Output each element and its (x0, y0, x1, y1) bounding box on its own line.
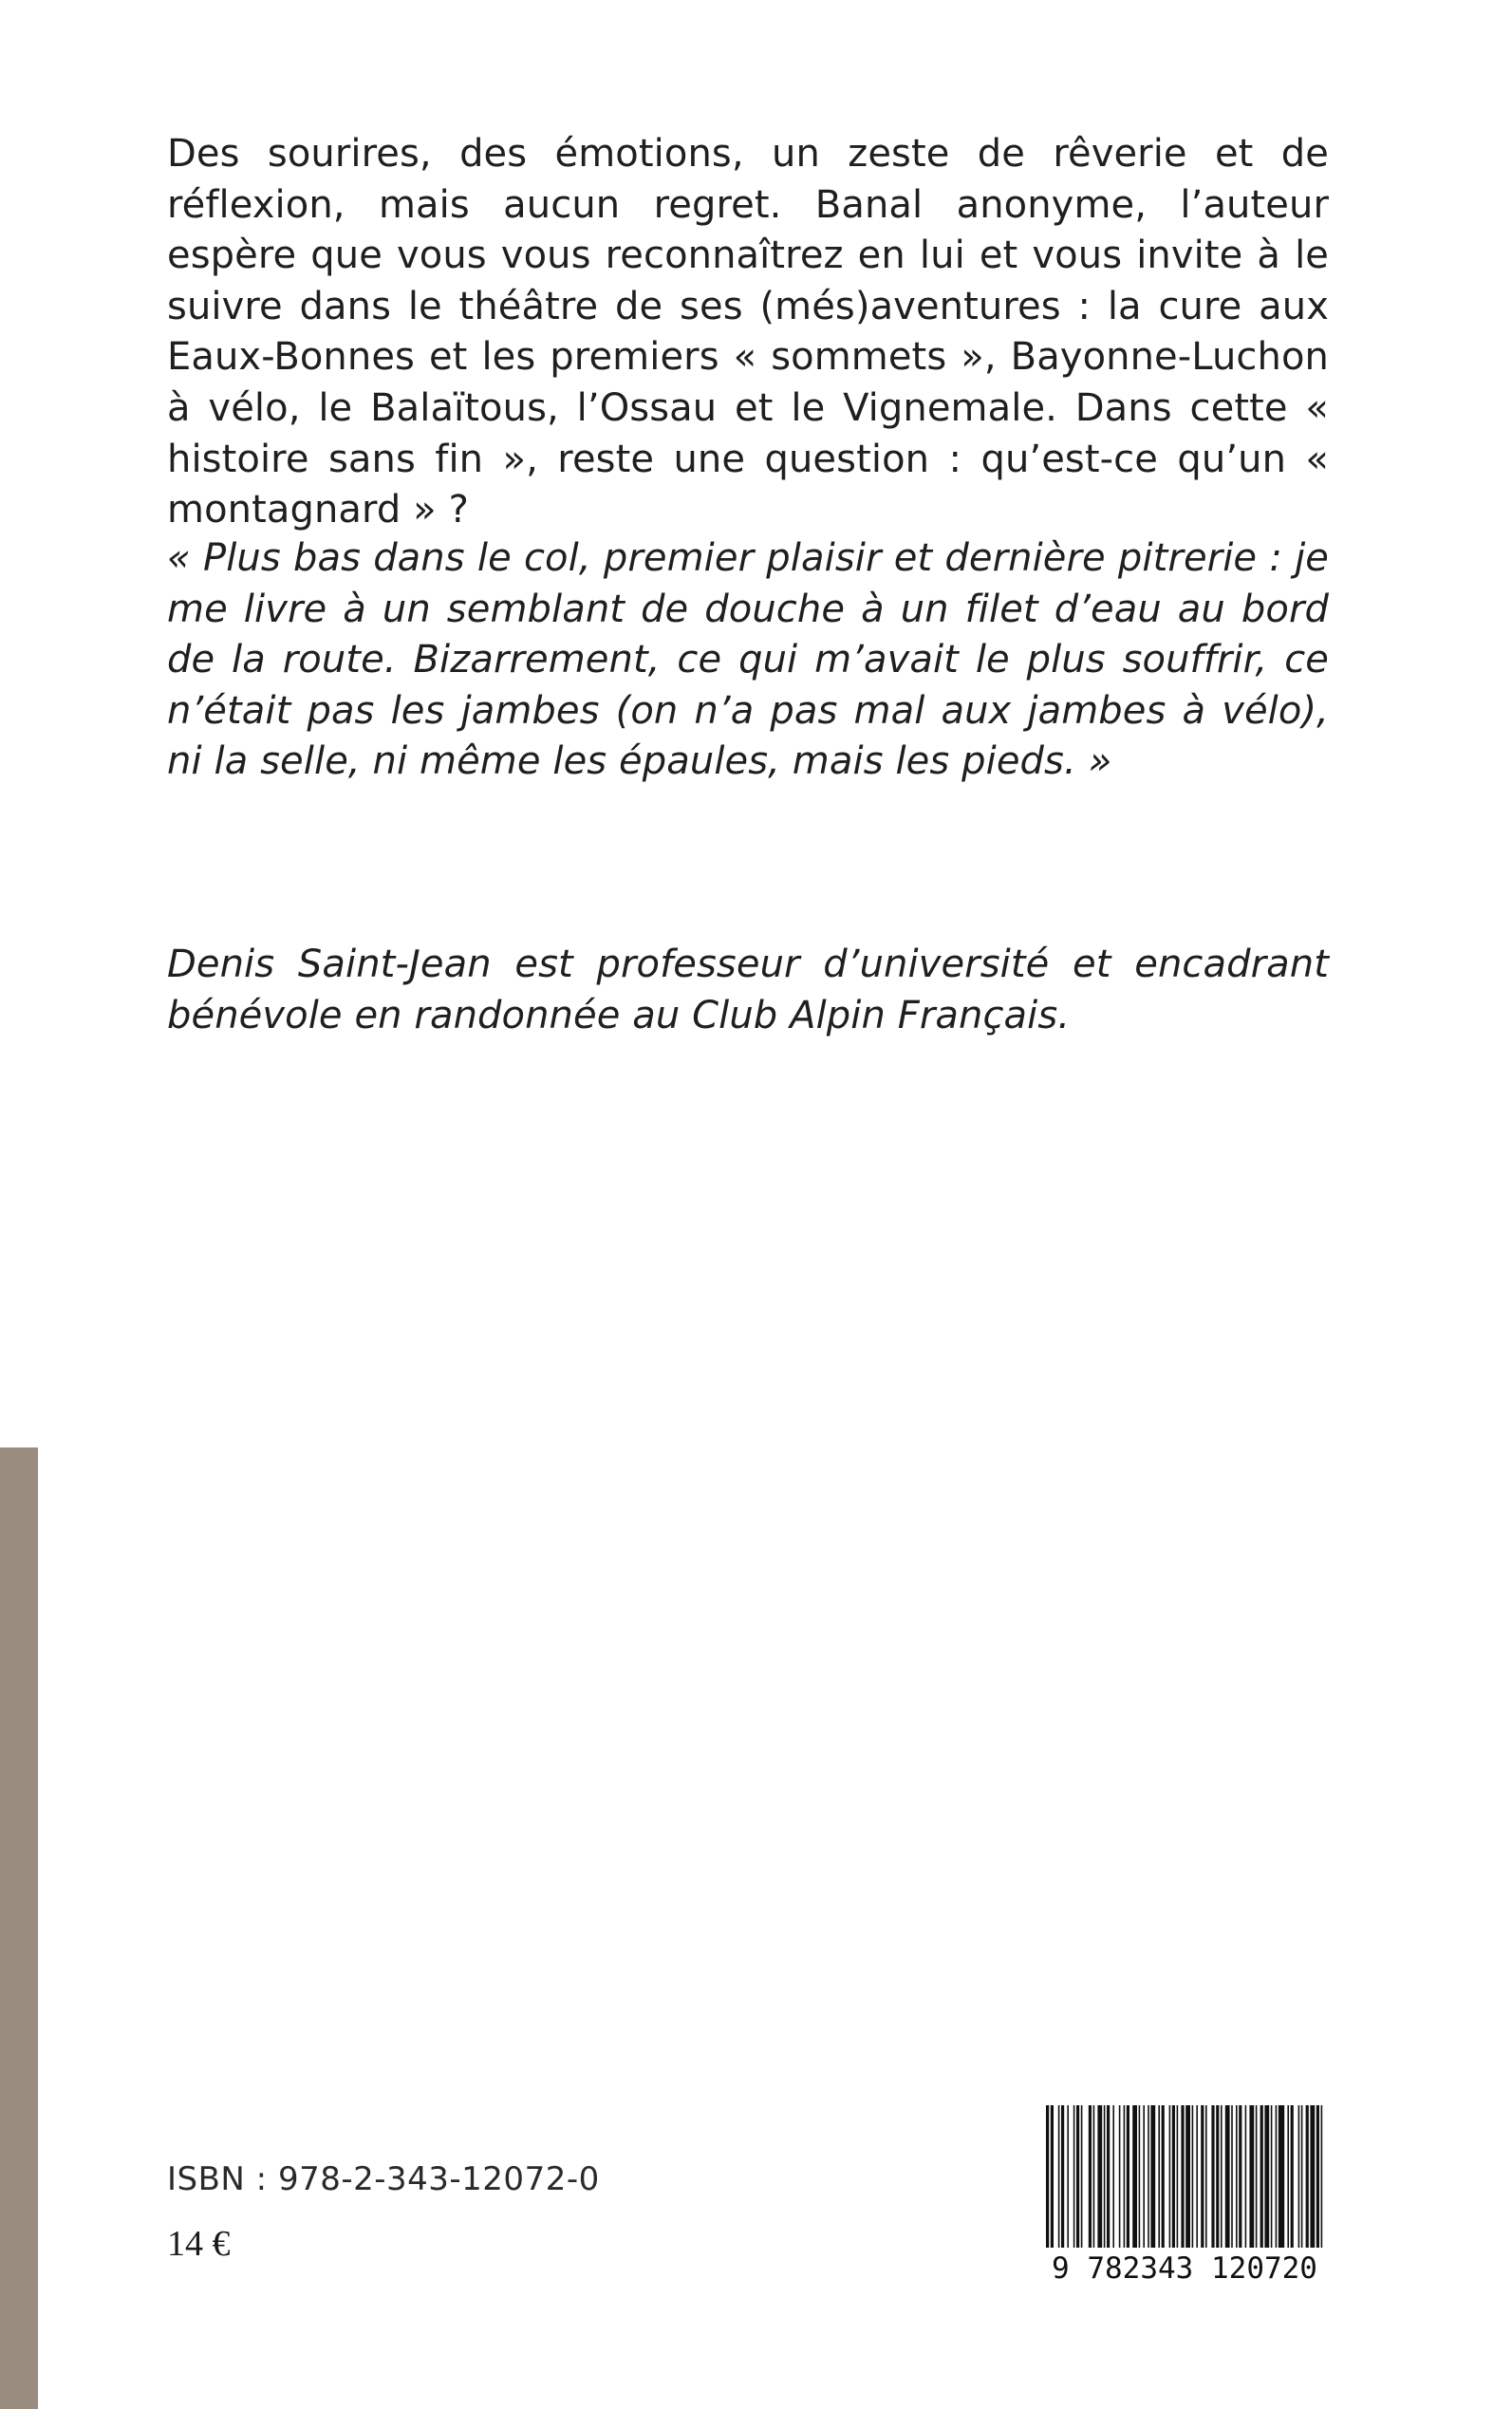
barcode-bar (1279, 2105, 1284, 2248)
author-bio (167, 940, 1329, 1041)
barcode-bar (1058, 2105, 1060, 2248)
barcode-bar (1321, 2105, 1323, 2248)
barcode-bar (1051, 2105, 1054, 2248)
book-blurb: Des sourires, des émotions, un zeste de rêverie et de réflexion, mais aucun regret. Banal anonyme, l’auteur espère que vous vous reconnaîtrez en lui et vous invite à le suivre dans le théâtre de ses (més)aventures : la cure aux Eaux-Bonnes et les premiers « sommets », Bayonne-Luchon à vélo, le Balaïtous, l’Ossau et le Vignemale. Dans cette « histoire sans fin », reste une question : qu’est-ce qu’un « montagnard » ? (167, 132, 1329, 532)
barcode-bar (1148, 2105, 1149, 2248)
barcode-bar (1239, 2105, 1241, 2248)
barcode-bar (1221, 2105, 1223, 2248)
barcode-bar (1225, 2105, 1230, 2248)
book-excerpt-quote: « Plus bas dans le col, premier plaisir et dernière pitrerie : je me livre à un semblant de douche à un filet d’eau au bord de la route. Bizarrement, ce qui m’avait le plus souffrir, ce n’était pas les jambes (on n’a pas mal aux jambes à vélo), ni la selle, ni même les épaules, mais les pieds. » (167, 536, 1329, 784)
barcode-bar (1245, 2105, 1247, 2248)
barcode-bar (1107, 2105, 1110, 2248)
barcode-bar (1231, 2105, 1233, 2248)
barcode-bar (1177, 2105, 1179, 2248)
barcode-bar (1061, 2105, 1064, 2248)
barcode-bar (1301, 2105, 1303, 2248)
author-name: Denis Saint-Jean (167, 943, 492, 986)
barcode-bar (1291, 2105, 1294, 2248)
barcode-bar (1310, 2105, 1315, 2248)
barcode-bar (1162, 2105, 1165, 2248)
barcode-bar (1119, 2105, 1121, 2248)
barcode-bar (1067, 2105, 1069, 2248)
barcode-bar (1260, 2105, 1263, 2248)
barcode-bar (1104, 2105, 1106, 2248)
barcode-bar (1249, 2105, 1254, 2248)
barcode-bar (1081, 2105, 1083, 2248)
barcode-bar (1276, 2105, 1278, 2248)
barcode-bar (1256, 2105, 1258, 2248)
price-label: 14 € (167, 2224, 231, 2264)
barcode-bar (1185, 2105, 1190, 2248)
barcode-bar (1097, 2105, 1102, 2248)
barcode-bar (1264, 2105, 1269, 2248)
barcode-bar (1139, 2105, 1141, 2248)
author-bio-text: est professeur d’université et encadrant bénévole en randonnée au Club Alpin Français. (167, 943, 1329, 1037)
side-color-band (0, 1447, 38, 2409)
barcode-bar (1196, 2105, 1198, 2248)
barcode-bar (1306, 2105, 1309, 2248)
barcode-bar (1046, 2105, 1049, 2248)
barcode-bars (1040, 2105, 1329, 2248)
barcode-bar (1150, 2105, 1155, 2248)
barcode-bar (1169, 2105, 1171, 2248)
barcode-bar (1089, 2105, 1092, 2248)
barcode-bar (1124, 2105, 1126, 2248)
barcode-bar (1201, 2105, 1204, 2248)
barcode-bar (1236, 2105, 1238, 2248)
barcode-bar (1127, 2105, 1129, 2248)
barcode-bar (1143, 2105, 1145, 2248)
barcode-bar (1172, 2105, 1175, 2248)
barcode-bar (1205, 2105, 1207, 2248)
barcode-bar (1112, 2105, 1114, 2248)
barcode-digits: 9 782343 120720 (1052, 2251, 1317, 2286)
barcode-bar (1316, 2105, 1319, 2248)
barcode-bar (1192, 2105, 1194, 2248)
barcode-bar (1298, 2105, 1300, 2248)
barcode-bar (1132, 2105, 1137, 2248)
barcode-bar (1287, 2105, 1289, 2248)
barcode-bar (1093, 2105, 1095, 2248)
isbn-label: ISBN : 978-2-343-12072-0 (167, 2160, 600, 2198)
barcode-bar (1158, 2105, 1160, 2248)
barcode-bar (1073, 2105, 1075, 2248)
barcode-bar (1181, 2105, 1184, 2248)
barcode-bar (1216, 2105, 1219, 2248)
barcode-bar (1076, 2105, 1079, 2248)
barcode-bar (1211, 2105, 1214, 2248)
barcode (1040, 2105, 1329, 2291)
barcode-bar (1271, 2105, 1273, 2248)
